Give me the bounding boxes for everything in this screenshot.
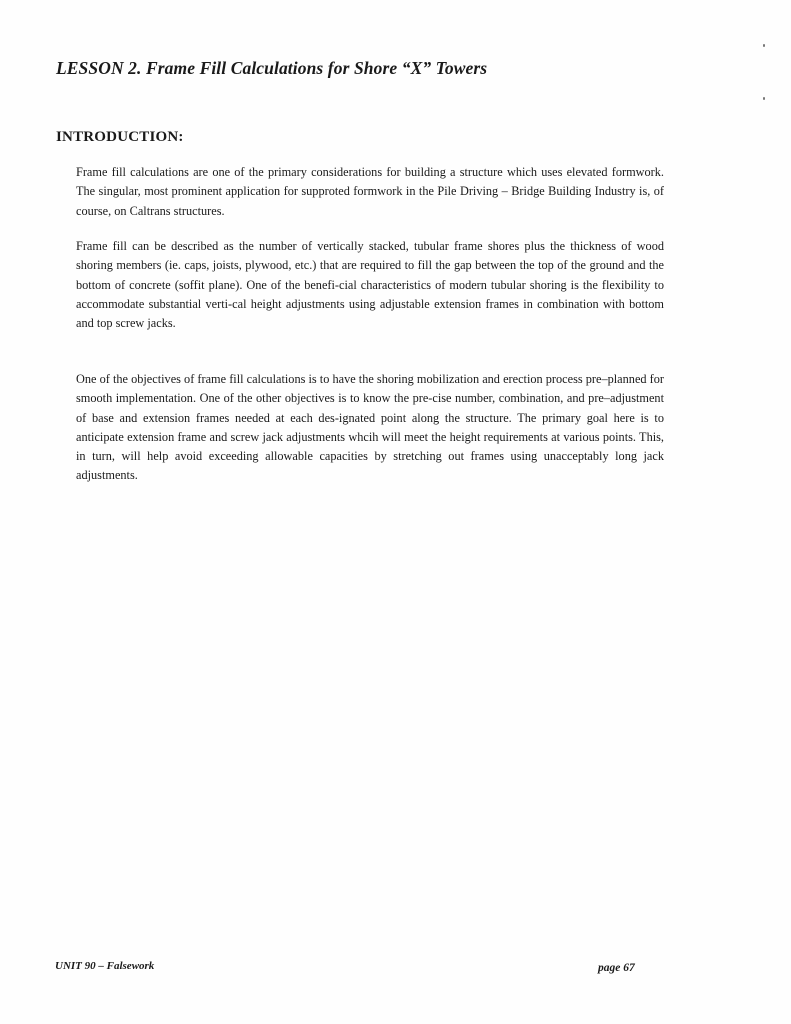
scan-speck: [763, 97, 765, 100]
paragraph-1: Frame fill calculations are one of the primary considerations for building a structure which uses elevated formwork. The singular, most prominent application for supproted formwork in the Pile Driving – Bridge Building Industry is, of course, on Caltrans structures.: [76, 165, 664, 218]
section-heading: INTRODUCTION:: [56, 129, 184, 145]
lesson-title: LESSON 2. Frame Fill Calculations for Shore “X” Towers: [56, 58, 488, 78]
paragraph-2: Frame fill can be described as the number of vertically stacked, tubular frame shores plus the thickness of wood shoring members (ie. caps, joists, plywood, etc.) that are required to fill the gap between the top of the ground and the bottom of concrete (soffit plane). One of the benefi-cial characteristics of modern tubular shoring is the flexibility to accommodate substantial verti-cal height adjustments using adjustable extension frames in combination with bottom and top screw jacks.: [76, 239, 664, 331]
footer-page-number: page 67: [598, 962, 635, 974]
footer-unit-label: UNIT 90 – Falsework: [55, 960, 155, 972]
paragraph-3: One of the objectives of frame fill calculations is to have the shoring mobilization and erection process pre–planned for smooth implementation. One of the other objectives is to know the pre-cise number, combination, and pre–adjustment of base and extension frames needed at each des-ignated point along the structure. The primary goal here is to anticipate extension frame and screw jack adjustments whcih will meet the height requirements at various points. This, in turn, will help avoid exceeding allowable capacities by stretching out frames using unacceptably long jack adjustments.: [76, 372, 664, 483]
scan-speck: [763, 44, 765, 47]
